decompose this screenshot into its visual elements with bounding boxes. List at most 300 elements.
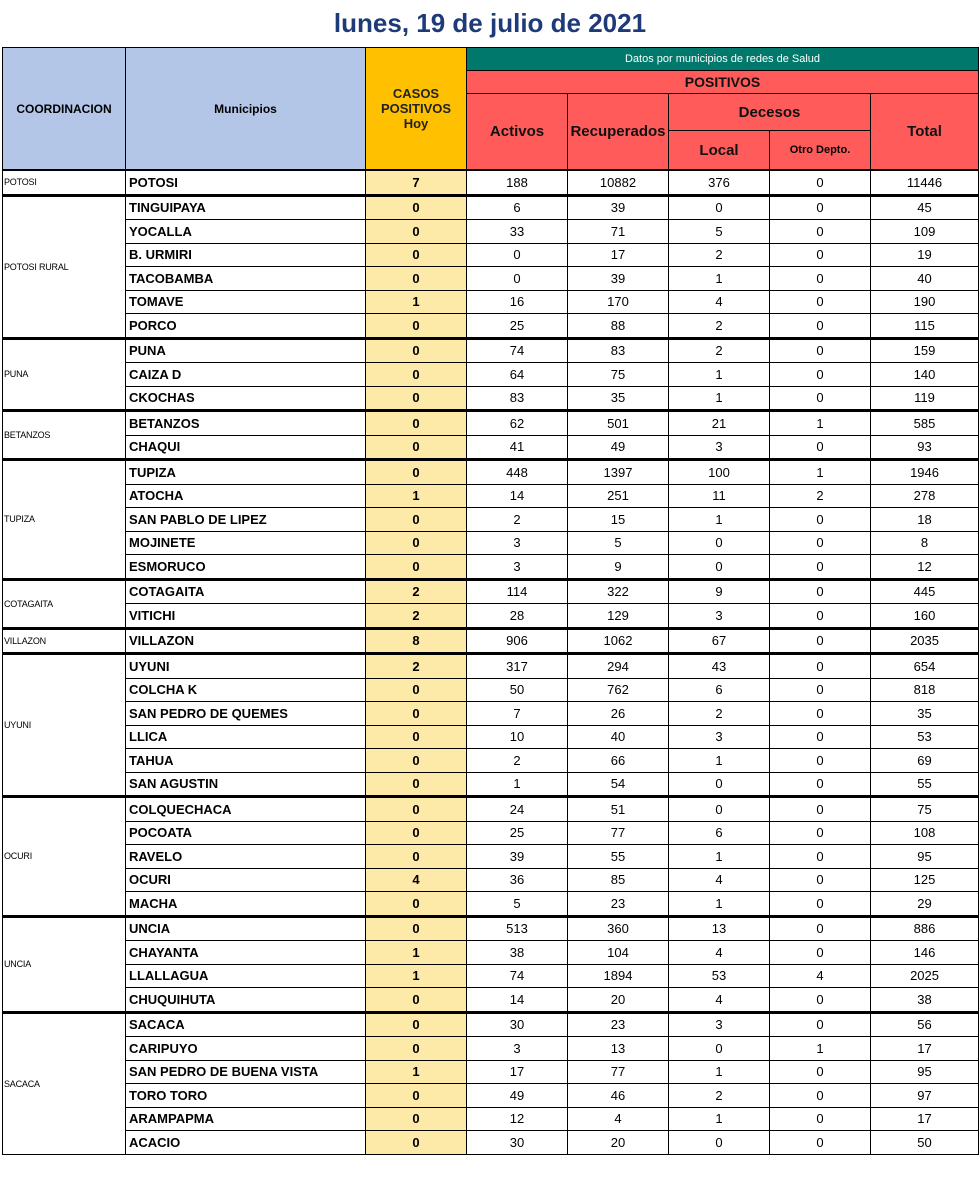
cell-decesos-otro: 0 <box>770 555 871 580</box>
cell-recuperados: 13 <box>568 1037 669 1061</box>
table-row <box>3 1107 979 1131</box>
cell-recuperados: 39 <box>568 267 669 291</box>
cell-municipio: LLALLAGUA <box>126 964 366 988</box>
cell-casos-hoy: 0 <box>366 314 467 339</box>
cell-recuperados: 170 <box>568 290 669 314</box>
cell-recuperados: 20 <box>568 988 669 1013</box>
table-row <box>3 1131 979 1155</box>
cell-recuperados: 360 <box>568 916 669 941</box>
table-row <box>3 1037 979 1061</box>
cell-decesos-otro: 2 <box>770 484 871 508</box>
table-row <box>3 220 979 244</box>
cell-casos-hoy: 2 <box>366 579 467 604</box>
table-row <box>3 386 979 411</box>
cell-municipio: TUPIZA <box>126 460 366 485</box>
cell-decesos-otro: 0 <box>770 1131 871 1155</box>
cell-activos: 74 <box>467 338 568 363</box>
cell-casos-hoy: 0 <box>366 435 467 460</box>
cell-decesos-otro: 0 <box>770 1060 871 1084</box>
cell-decesos-local: 0 <box>669 772 770 797</box>
cell-decesos-local: 21 <box>669 411 770 436</box>
table-row <box>3 290 979 314</box>
cell-coordinacion: OCURI <box>3 797 126 917</box>
table-row <box>3 363 979 387</box>
cell-activos: 62 <box>467 411 568 436</box>
cell-decesos-local: 11 <box>669 484 770 508</box>
cell-recuperados: 1894 <box>568 964 669 988</box>
cell-municipio: MACHA <box>126 892 366 917</box>
cell-municipio: B. URMIRI <box>126 243 366 267</box>
cell-casos-hoy: 0 <box>366 749 467 773</box>
cell-decesos-otro: 0 <box>770 868 871 892</box>
cell-casos-hoy: 0 <box>366 988 467 1013</box>
cell-activos: 5 <box>467 892 568 917</box>
cell-municipio: UYUNI <box>126 654 366 679</box>
cell-decesos-local: 1 <box>669 386 770 411</box>
table-row <box>3 1060 979 1084</box>
cell-municipio: TACOBAMBA <box>126 267 366 291</box>
table-body <box>3 170 979 1154</box>
cell-coordinacion: POTOSI RURAL <box>3 195 126 338</box>
cell-casos-hoy: 0 <box>366 267 467 291</box>
cell-municipio: SACACA <box>126 1012 366 1037</box>
cell-activos: 16 <box>467 290 568 314</box>
cell-total: 2035 <box>871 628 979 654</box>
table-row <box>3 845 979 869</box>
cell-casos-hoy: 0 <box>366 725 467 749</box>
cell-recuperados: 71 <box>568 220 669 244</box>
cell-decesos-otro: 0 <box>770 363 871 387</box>
table-row <box>3 797 979 822</box>
cell-decesos-local: 100 <box>669 460 770 485</box>
cell-activos: 0 <box>467 243 568 267</box>
cell-decesos-otro: 0 <box>770 338 871 363</box>
cell-coordinacion: TUPIZA <box>3 460 126 580</box>
cell-recuperados: 83 <box>568 338 669 363</box>
cell-recuperados: 322 <box>568 579 669 604</box>
cell-casos-hoy: 0 <box>366 1012 467 1037</box>
cell-decesos-otro: 0 <box>770 725 871 749</box>
cell-total: 12 <box>871 555 979 580</box>
table-row <box>3 749 979 773</box>
cell-casos-hoy: 0 <box>366 460 467 485</box>
cell-decesos-local: 1 <box>669 892 770 917</box>
cell-municipio: SAN AGUSTIN <box>126 772 366 797</box>
table-row <box>3 435 979 460</box>
cell-coordinacion: VILLAZON <box>3 628 126 654</box>
cell-total: 40 <box>871 267 979 291</box>
cell-recuperados: 294 <box>568 654 669 679</box>
cell-activos: 317 <box>467 654 568 679</box>
cell-decesos-local: 6 <box>669 678 770 702</box>
cell-coordinacion: SACACA <box>3 1012 126 1154</box>
cell-municipio: TINGUIPAYA <box>126 195 366 220</box>
cell-activos: 3 <box>467 1037 568 1061</box>
header-recuperados <box>568 94 669 171</box>
cell-municipio: CKOCHAS <box>126 386 366 411</box>
cell-recuperados: 9 <box>568 555 669 580</box>
cell-recuperados: 49 <box>568 435 669 460</box>
cell-activos: 50 <box>467 678 568 702</box>
cell-total: 119 <box>871 386 979 411</box>
cell-municipio: CHAQUI <box>126 435 366 460</box>
table-row <box>3 821 979 845</box>
cell-decesos-local: 53 <box>669 964 770 988</box>
cell-recuperados: 55 <box>568 845 669 869</box>
cell-decesos-otro: 0 <box>770 916 871 941</box>
cell-decesos-local: 376 <box>669 170 770 195</box>
cell-total: 445 <box>871 579 979 604</box>
cell-decesos-otro: 0 <box>770 702 871 726</box>
cell-decesos-local: 0 <box>669 797 770 822</box>
cell-activos: 39 <box>467 845 568 869</box>
cell-activos: 448 <box>467 460 568 485</box>
cell-decesos-otro: 0 <box>770 821 871 845</box>
cell-decesos-otro: 0 <box>770 749 871 773</box>
table-row <box>3 628 979 654</box>
cell-decesos-local: 2 <box>669 702 770 726</box>
cell-activos: 1 <box>467 772 568 797</box>
cell-casos-hoy: 0 <box>366 220 467 244</box>
cell-activos: 114 <box>467 579 568 604</box>
cell-activos: 10 <box>467 725 568 749</box>
cell-municipio: PORCO <box>126 314 366 339</box>
cell-decesos-local: 0 <box>669 1037 770 1061</box>
cell-activos: 14 <box>467 988 568 1013</box>
table-row <box>3 555 979 580</box>
cell-total: 95 <box>871 845 979 869</box>
cell-total: 278 <box>871 484 979 508</box>
cell-decesos-local: 5 <box>669 220 770 244</box>
cell-decesos-otro: 0 <box>770 531 871 555</box>
cell-decesos-otro: 0 <box>770 845 871 869</box>
cell-decesos-local: 3 <box>669 725 770 749</box>
cell-casos-hoy: 0 <box>366 386 467 411</box>
cell-municipio: ARAMPAPMA <box>126 1107 366 1131</box>
cell-municipio: POTOSI <box>126 170 366 195</box>
cell-decesos-otro: 0 <box>770 579 871 604</box>
cell-total: 75 <box>871 797 979 822</box>
cell-recuperados: 35 <box>568 386 669 411</box>
cell-decesos-otro: 0 <box>770 1107 871 1131</box>
cell-casos-hoy: 0 <box>366 338 467 363</box>
cell-casos-hoy: 0 <box>366 411 467 436</box>
table-row <box>3 964 979 988</box>
header-otro-depto: Otro Depto. <box>770 131 871 171</box>
cell-municipio: LLICA <box>126 725 366 749</box>
table-row <box>3 1084 979 1108</box>
cell-total: 17 <box>871 1037 979 1061</box>
cell-municipio: POCOATA <box>126 821 366 845</box>
cell-casos-hoy: 0 <box>366 1107 467 1131</box>
cell-decesos-otro: 0 <box>770 1012 871 1037</box>
cell-total: 53 <box>871 725 979 749</box>
cell-municipio: OCURI <box>126 868 366 892</box>
cell-municipio: ESMORUCO <box>126 555 366 580</box>
cell-casos-hoy: 0 <box>366 916 467 941</box>
cell-decesos-local: 9 <box>669 579 770 604</box>
cell-recuperados: 39 <box>568 195 669 220</box>
table-row <box>3 579 979 604</box>
cell-recuperados: 88 <box>568 314 669 339</box>
cell-decesos-local: 67 <box>669 628 770 654</box>
cell-decesos-local: 13 <box>669 916 770 941</box>
cell-activos: 64 <box>467 363 568 387</box>
cell-recuperados: 26 <box>568 702 669 726</box>
cell-total: 160 <box>871 604 979 629</box>
cell-activos: 25 <box>467 314 568 339</box>
cell-total: 585 <box>871 411 979 436</box>
cell-decesos-otro: 0 <box>770 267 871 291</box>
cell-decesos-local: 4 <box>669 941 770 965</box>
cell-recuperados: 129 <box>568 604 669 629</box>
table-row <box>3 892 979 917</box>
table-row <box>3 484 979 508</box>
cell-total: 55 <box>871 772 979 797</box>
cell-recuperados: 251 <box>568 484 669 508</box>
cell-municipio: RAVELO <box>126 845 366 869</box>
cell-decesos-local: 2 <box>669 1084 770 1108</box>
cell-municipio: ATOCHA <box>126 484 366 508</box>
cell-total: 50 <box>871 1131 979 1155</box>
cell-municipio: VILLAZON <box>126 628 366 654</box>
cell-casos-hoy: 0 <box>366 678 467 702</box>
cell-decesos-local: 3 <box>669 604 770 629</box>
cell-decesos-local: 2 <box>669 338 770 363</box>
table-row <box>3 508 979 532</box>
cell-decesos-otro: 0 <box>770 988 871 1013</box>
cell-activos: 14 <box>467 484 568 508</box>
cell-casos-hoy: 0 <box>366 195 467 220</box>
cell-activos: 12 <box>467 1107 568 1131</box>
cell-casos-hoy: 0 <box>366 531 467 555</box>
cell-municipio: CHUQUIHUTA <box>126 988 366 1013</box>
cell-casos-hoy: 0 <box>366 821 467 845</box>
cell-activos: 2 <box>467 508 568 532</box>
cell-decesos-otro: 0 <box>770 941 871 965</box>
cell-total: 35 <box>871 702 979 726</box>
cell-activos: 83 <box>467 386 568 411</box>
cell-casos-hoy: 8 <box>366 628 467 654</box>
cell-recuperados: 104 <box>568 941 669 965</box>
cell-activos: 30 <box>467 1012 568 1037</box>
cell-total: 159 <box>871 338 979 363</box>
cell-decesos-otro: 1 <box>770 1037 871 1061</box>
header-decesos: Decesos <box>669 94 871 131</box>
cell-municipio: BETANZOS <box>126 411 366 436</box>
cell-activos: 513 <box>467 916 568 941</box>
covid-cases-table <box>2 47 979 1155</box>
cell-decesos-local: 3 <box>669 1012 770 1037</box>
cell-total: 19 <box>871 243 979 267</box>
cell-recuperados: 1062 <box>568 628 669 654</box>
table-row <box>3 868 979 892</box>
cell-total: 97 <box>871 1084 979 1108</box>
table-row <box>3 678 979 702</box>
cell-casos-hoy: 2 <box>366 604 467 629</box>
cell-activos: 906 <box>467 628 568 654</box>
cell-activos: 0 <box>467 267 568 291</box>
cell-decesos-local: 4 <box>669 988 770 1013</box>
cell-casos-hoy: 0 <box>366 1084 467 1108</box>
cell-casos-hoy: 1 <box>366 1060 467 1084</box>
cell-decesos-otro: 0 <box>770 314 871 339</box>
cell-decesos-otro: 0 <box>770 892 871 917</box>
table-row <box>3 243 979 267</box>
cell-decesos-otro: 0 <box>770 435 871 460</box>
cell-casos-hoy: 0 <box>366 363 467 387</box>
table-row <box>3 531 979 555</box>
cell-activos: 2 <box>467 749 568 773</box>
cell-decesos-local: 1 <box>669 508 770 532</box>
cell-decesos-local: 1 <box>669 267 770 291</box>
cell-total: 1946 <box>871 460 979 485</box>
cell-decesos-local: 4 <box>669 868 770 892</box>
cell-total: 818 <box>871 678 979 702</box>
cell-decesos-local: 1 <box>669 749 770 773</box>
cell-municipio: ACACIO <box>126 1131 366 1155</box>
cell-activos: 33 <box>467 220 568 244</box>
cell-decesos-otro: 1 <box>770 411 871 436</box>
cell-recuperados: 23 <box>568 892 669 917</box>
cell-decesos-otro: 0 <box>770 170 871 195</box>
header-local: Local <box>669 131 770 171</box>
cell-total: 654 <box>871 654 979 679</box>
table-row <box>3 195 979 220</box>
cell-municipio: TOMAVE <box>126 290 366 314</box>
cell-casos-hoy: 0 <box>366 555 467 580</box>
cell-total: 109 <box>871 220 979 244</box>
cell-recuperados: 66 <box>568 749 669 773</box>
table-row <box>3 772 979 797</box>
cell-municipio: SAN PEDRO DE BUENA VISTA <box>126 1060 366 1084</box>
cell-recuperados: 4 <box>568 1107 669 1131</box>
cell-casos-hoy: 0 <box>366 508 467 532</box>
cell-total: 125 <box>871 868 979 892</box>
page-title: lunes, 19 de julio de 2021 <box>333 8 647 38</box>
cell-recuperados: 5 <box>568 531 669 555</box>
cell-coordinacion: BETANZOS <box>3 411 126 460</box>
cell-recuperados: 46 <box>568 1084 669 1108</box>
cell-total: 140 <box>871 363 979 387</box>
cell-municipio: MOJINETE <box>126 531 366 555</box>
cell-coordinacion: UNCIA <box>3 916 126 1012</box>
cell-decesos-otro: 0 <box>770 772 871 797</box>
cell-decesos-local: 4 <box>669 290 770 314</box>
cell-decesos-otro: 0 <box>770 290 871 314</box>
cell-total: 93 <box>871 435 979 460</box>
cell-decesos-local: 0 <box>669 1131 770 1155</box>
cell-casos-hoy: 0 <box>366 1131 467 1155</box>
cell-activos: 188 <box>467 170 568 195</box>
cell-municipio: TAHUA <box>126 749 366 773</box>
cell-total: 2025 <box>871 964 979 988</box>
cell-recuperados: 15 <box>568 508 669 532</box>
cell-recuperados: 501 <box>568 411 669 436</box>
cell-decesos-otro: 0 <box>770 386 871 411</box>
cell-total: 17 <box>871 1107 979 1131</box>
cell-total: 886 <box>871 916 979 941</box>
cell-total: 38 <box>871 988 979 1013</box>
cell-total: 56 <box>871 1012 979 1037</box>
header-recuperados-label: Recuperados <box>570 123 666 140</box>
cell-decesos-otro: 0 <box>770 678 871 702</box>
cell-total: 69 <box>871 749 979 773</box>
cell-decesos-local: 1 <box>669 1060 770 1084</box>
table-row <box>3 941 979 965</box>
cell-municipio: SAN PABLO DE LIPEZ <box>126 508 366 532</box>
table-row <box>3 411 979 436</box>
table-row <box>3 702 979 726</box>
cell-recuperados: 1397 <box>568 460 669 485</box>
cell-activos: 28 <box>467 604 568 629</box>
cell-municipio: CARIPUYO <box>126 1037 366 1061</box>
cell-casos-hoy: 0 <box>366 1037 467 1061</box>
cell-activos: 3 <box>467 555 568 580</box>
cell-total: 190 <box>871 290 979 314</box>
cell-total: 108 <box>871 821 979 845</box>
cell-recuperados: 77 <box>568 1060 669 1084</box>
cell-total: 115 <box>871 314 979 339</box>
cell-decesos-otro: 0 <box>770 654 871 679</box>
cell-municipio: VITICHI <box>126 604 366 629</box>
cell-decesos-otro: 0 <box>770 628 871 654</box>
cell-activos: 25 <box>467 821 568 845</box>
cell-recuperados: 10882 <box>568 170 669 195</box>
cell-decesos-local: 0 <box>669 195 770 220</box>
table-row <box>3 988 979 1013</box>
cell-municipio: CAIZA D <box>126 363 366 387</box>
cell-recuperados: 762 <box>568 678 669 702</box>
cell-decesos-otro: 0 <box>770 220 871 244</box>
header-casos-positivos-hoy <box>366 48 467 171</box>
header-datos-redes: Datos por municipios de redes de Salud <box>467 48 979 71</box>
table-row <box>3 916 979 941</box>
cell-casos-hoy: 0 <box>366 243 467 267</box>
cell-decesos-otro: 0 <box>770 1084 871 1108</box>
cell-municipio: UNCIA <box>126 916 366 941</box>
cell-recuperados: 85 <box>568 868 669 892</box>
cell-casos-hoy: 4 <box>366 868 467 892</box>
cell-activos: 74 <box>467 964 568 988</box>
cell-total: 95 <box>871 1060 979 1084</box>
cell-municipio: YOCALLA <box>126 220 366 244</box>
cell-recuperados: 54 <box>568 772 669 797</box>
cell-decesos-local: 43 <box>669 654 770 679</box>
cell-decesos-otro: 0 <box>770 797 871 822</box>
cell-casos-hoy: 2 <box>366 654 467 679</box>
header-municipios: Municipios <box>126 48 366 171</box>
cell-total: 11446 <box>871 170 979 195</box>
cell-casos-hoy: 0 <box>366 702 467 726</box>
cell-total: 45 <box>871 195 979 220</box>
cell-casos-hoy: 0 <box>366 797 467 822</box>
cell-coordinacion: PUNA <box>3 338 126 411</box>
table-row <box>3 460 979 485</box>
cell-activos: 49 <box>467 1084 568 1108</box>
table-row <box>3 314 979 339</box>
cell-decesos-otro: 1 <box>770 460 871 485</box>
cell-activos: 7 <box>467 702 568 726</box>
table-row <box>3 267 979 291</box>
header-total: Total <box>871 94 979 171</box>
cell-municipio: SAN PEDRO DE QUEMES <box>126 702 366 726</box>
cell-activos: 38 <box>467 941 568 965</box>
cell-activos: 36 <box>467 868 568 892</box>
table-row <box>3 654 979 679</box>
cell-total: 8 <box>871 531 979 555</box>
header-casos-label: CASOS POSITIVOS Hoy <box>380 86 452 131</box>
